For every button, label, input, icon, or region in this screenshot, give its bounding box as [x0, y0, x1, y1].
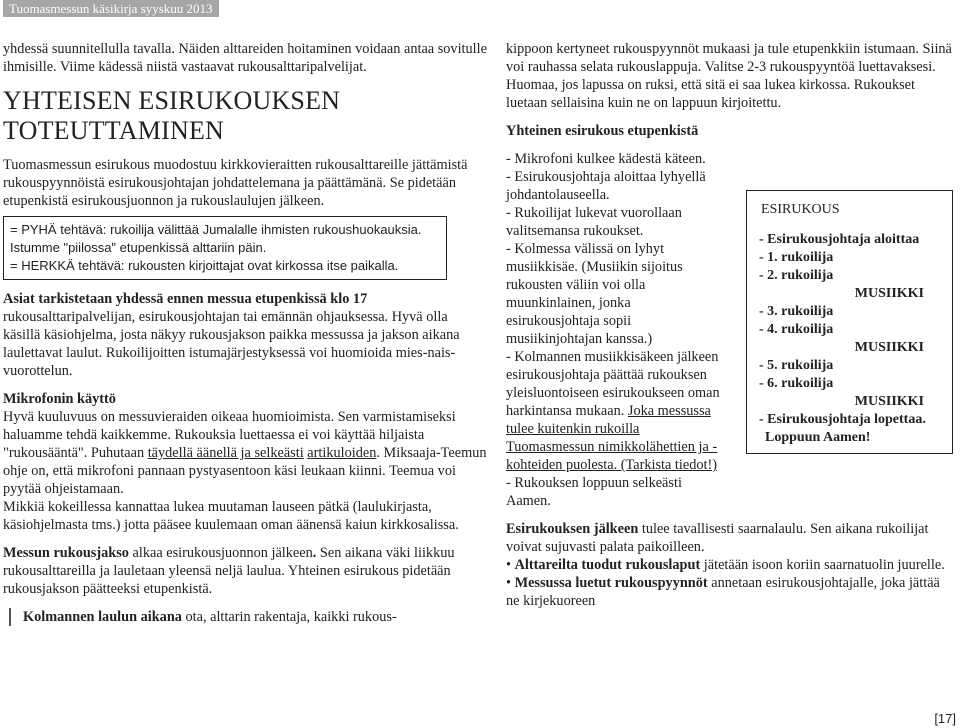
list-item-text: - Kolmannen musiikkisäkeen jälkeen esirukousjohtaja päättää rukouksen yleisluontoiseen esirukoukseen oman harkintansa mukaan.: [506, 349, 720, 419]
last-text: ota, alttarin rakentaja, kaikki rukous-: [185, 609, 397, 625]
mic-text-c: . Miksaaja-Teemun ohje on, että mikrofoni pannaan pystyasentoon käsi leukaan kiinni. Teemua voi pyytää ohjeistamaan.: [3, 445, 487, 497]
body-text: Tuomasmessun esirukous muodostuu kirkkovieraitten rukousalttareille jättämistä rukouspyynnöistä esirukousjohtajan johdattelemana ja päättämänä. Se pidetään etupenkistä esirukousjuonnon ja rukouslaulujen jälkeen.: [3, 157, 468, 209]
mic-paragraph: [3, 408, 488, 498]
last-paragraph: [9, 608, 488, 626]
messu-paragraph: Messun rukousjakso alkaa esirukousjuonnon jälkeen. Sen aikana väki liikkuu rukousalttareilla ja lauletaan yleensä neljä laulua. Yhteinen esirukous pidetään rukousjakson päätteeksi etupenkistä.: [3, 545, 455, 597]
right-top-paragraph: kippoon kertyneet rukouspyynnöt mukaasi ja tule etupenkkiin istumaan. Siinä voi rauhassa selata rukouslappuja. Valitse 2-3 rukouspyyntöä luettavaksesi. Huomaa, jos lapussa on ruksi, että sitä ei saa lukea kirkossa. Rukoukset luetaan sellaisina kuin ne on lappuun kirjoitettu.: [506, 41, 952, 111]
bullet-1-bold: Alttareilta tuodut rukouslaput: [514, 557, 701, 573]
mic-underline-2: artikuloiden: [307, 445, 377, 461]
box-item: - 4. rukoilija: [759, 322, 834, 337]
box-item: - 5. rukoilija: [759, 358, 834, 373]
bullet-2-bold: Messussa luetut rukouspyynnöt: [514, 575, 708, 591]
box-title: ESIRUKOUS: [761, 202, 840, 217]
left-column: [3, 40, 488, 626]
right-subheading: [506, 122, 956, 140]
intro-body: [3, 156, 488, 210]
mic-underline-1: täydellä äänellä ja selkeästi: [147, 445, 304, 461]
mic-heading-text: Mikrofonin käyttö: [3, 391, 116, 407]
list-item: - Rukouksen loppuun selkeästi Aamen.: [506, 475, 682, 509]
box-music: MUSIIKKI: [854, 286, 924, 301]
after-paragraph: [506, 520, 956, 556]
box-item: - 2. rukoilija: [759, 268, 834, 283]
list-item-underlined: Joka messussa tulee kuitenkin rukoilla Tuomasmessun nimikkolähettien ja -kohteiden puolesta. (Tarkista tiedot!): [506, 403, 718, 473]
mic-heading: [3, 390, 488, 408]
after-text: tulee tavallisesti saarnalaulu. Sen aikana rukoilijat voivat sujuvasti palata paikoilleen.: [506, 521, 929, 555]
box-item: - Esirukousjohtaja lopettaa.: [759, 412, 926, 427]
bullet-1-text: jätetään isoon koriin saarnatuolin juurelle.: [703, 557, 945, 573]
box-item: - 1. rukoilija: [759, 250, 834, 265]
bullet-2-text: annetaan esirukousjohtajalle, joka jättää ne kirjekuoreen: [506, 575, 940, 609]
info-line-pyha: = PYHÄ tehtävä: rukoilija välittää Jumalalle ihmisten rukoushuokauksia. Istumme "piilossa" etupenkissä alttariin päin.: [10, 222, 422, 255]
messu-text-a: alkaa esirukousjuonnon jälkeen: [132, 545, 313, 561]
page-top: [0, 0, 960, 27]
info-line-herkka: = HERKKÄ tehtävä: rukousten kirjoittajat ovat kirkossa itse paikalla.: [10, 258, 399, 273]
check-text: rukousalttaripalvelijan, esirukousjohtajan tai emännän ohjauksessa. Hyvä olla käsillä käsiohjelma, josta näkyy rukousjakson paikka messussa ja jakson aikana laulettavat laulut. Rukoilijoitten istumajärjestyksessä voi huomioida mies-nais-vuorottelun.: [3, 309, 460, 379]
running-header: Tuomasmessun käsikirja syyskuu 2013: [3, 0, 219, 17]
after-bold: Esirukouksen jälkeen: [506, 521, 639, 537]
list-item: [506, 348, 726, 474]
check-paragraph: [3, 290, 488, 380]
box-item: - 3. rukoilija: [759, 304, 834, 319]
mic-test-paragraph: Mikkiä kokeillessa kannattaa lukea muutaman lauseen pätkä (laulukirjasta, käsiohjelmasta tms.) jotta pääsee kuulemaan oman äänensä kaiun kirkkosalissa.: [3, 499, 459, 533]
right-subheading-text: Yhteinen esirukous etupenkistä: [506, 123, 699, 139]
box-item: - 6. rukoilija: [759, 376, 834, 391]
last-bold: Kolmannen laulun aikana: [23, 609, 182, 625]
messu-bold: Messun rukousjakso: [3, 545, 129, 561]
messu-text-b: Sen aikana väki liikkuu rukousalttareilla ja lauletaan yleensä neljä laulua. Yhteinen esirukous pidetään rukousjakson päätteeksi etupenkistä.: [3, 545, 455, 597]
check-bold: Asiat tarkistetaan yhdessä ennen messua etupenkissä klo 17: [3, 291, 368, 307]
box-music: MUSIIKKI: [854, 394, 924, 409]
box-item: - Esirukousjohtaja aloittaa: [759, 232, 920, 247]
page-number: [17]: [934, 711, 956, 726]
box-item: Loppuun Aamen!: [765, 430, 871, 445]
list-item: - Mikrofoni kulkee kädestä käteen.: [506, 151, 706, 167]
list-item: - Esirukousjohtaja aloittaa lyhyellä johdantolauseella.: [506, 169, 706, 203]
info-box: [3, 216, 447, 280]
list-item: - Kolmessa välissä on lyhyt musiikkisäe. (Musiikin sijoitus rukousten väliin voi olla muunkinlainen, jonka esirukousjohtaja sopii musiikinjohtajan kanssa.): [506, 241, 683, 347]
procedure-list: [506, 150, 726, 510]
bullet-1: • Alttareilta tuodut rukouslaput jätetään isoon koriin saarnatuolin juurelle.: [506, 557, 945, 573]
heading-line-2: TOTEUTTAMINEN: [3, 116, 224, 145]
list-item: - Rukoilijat lukevat vuorollaan valitsemansa rukoukset.: [506, 205, 682, 239]
section-heading: [3, 86, 488, 146]
box-music: MUSIIKKI: [854, 340, 924, 355]
intro-paragraph: yhdessä suunnitellulla tavalla. Näiden alttareiden hoitaminen voidaan antaa sovitulle ihmisille. Viime kädessä niistä vastaavat rukousalttaripalvelijat.: [3, 41, 487, 75]
esirukous-box: [746, 190, 953, 454]
bullet-2: • Messussa luetut rukouspyynnöt annetaan esirukousjohtajalle, joka jättää ne kirjekuoreen: [506, 575, 940, 609]
heading-line-1: YHTEISEN ESIRUKOUKSEN: [3, 86, 341, 115]
mic-text-a: Hyvä kuuluvuus on messuvieraiden oikeaa huomioimista. Sen varmistamiseksi haluamme tehdä kaikkemme. Rukouksia luettaessa ei voi käyttää hiljaista "rukousääntä". Puhutaan: [3, 409, 456, 461]
